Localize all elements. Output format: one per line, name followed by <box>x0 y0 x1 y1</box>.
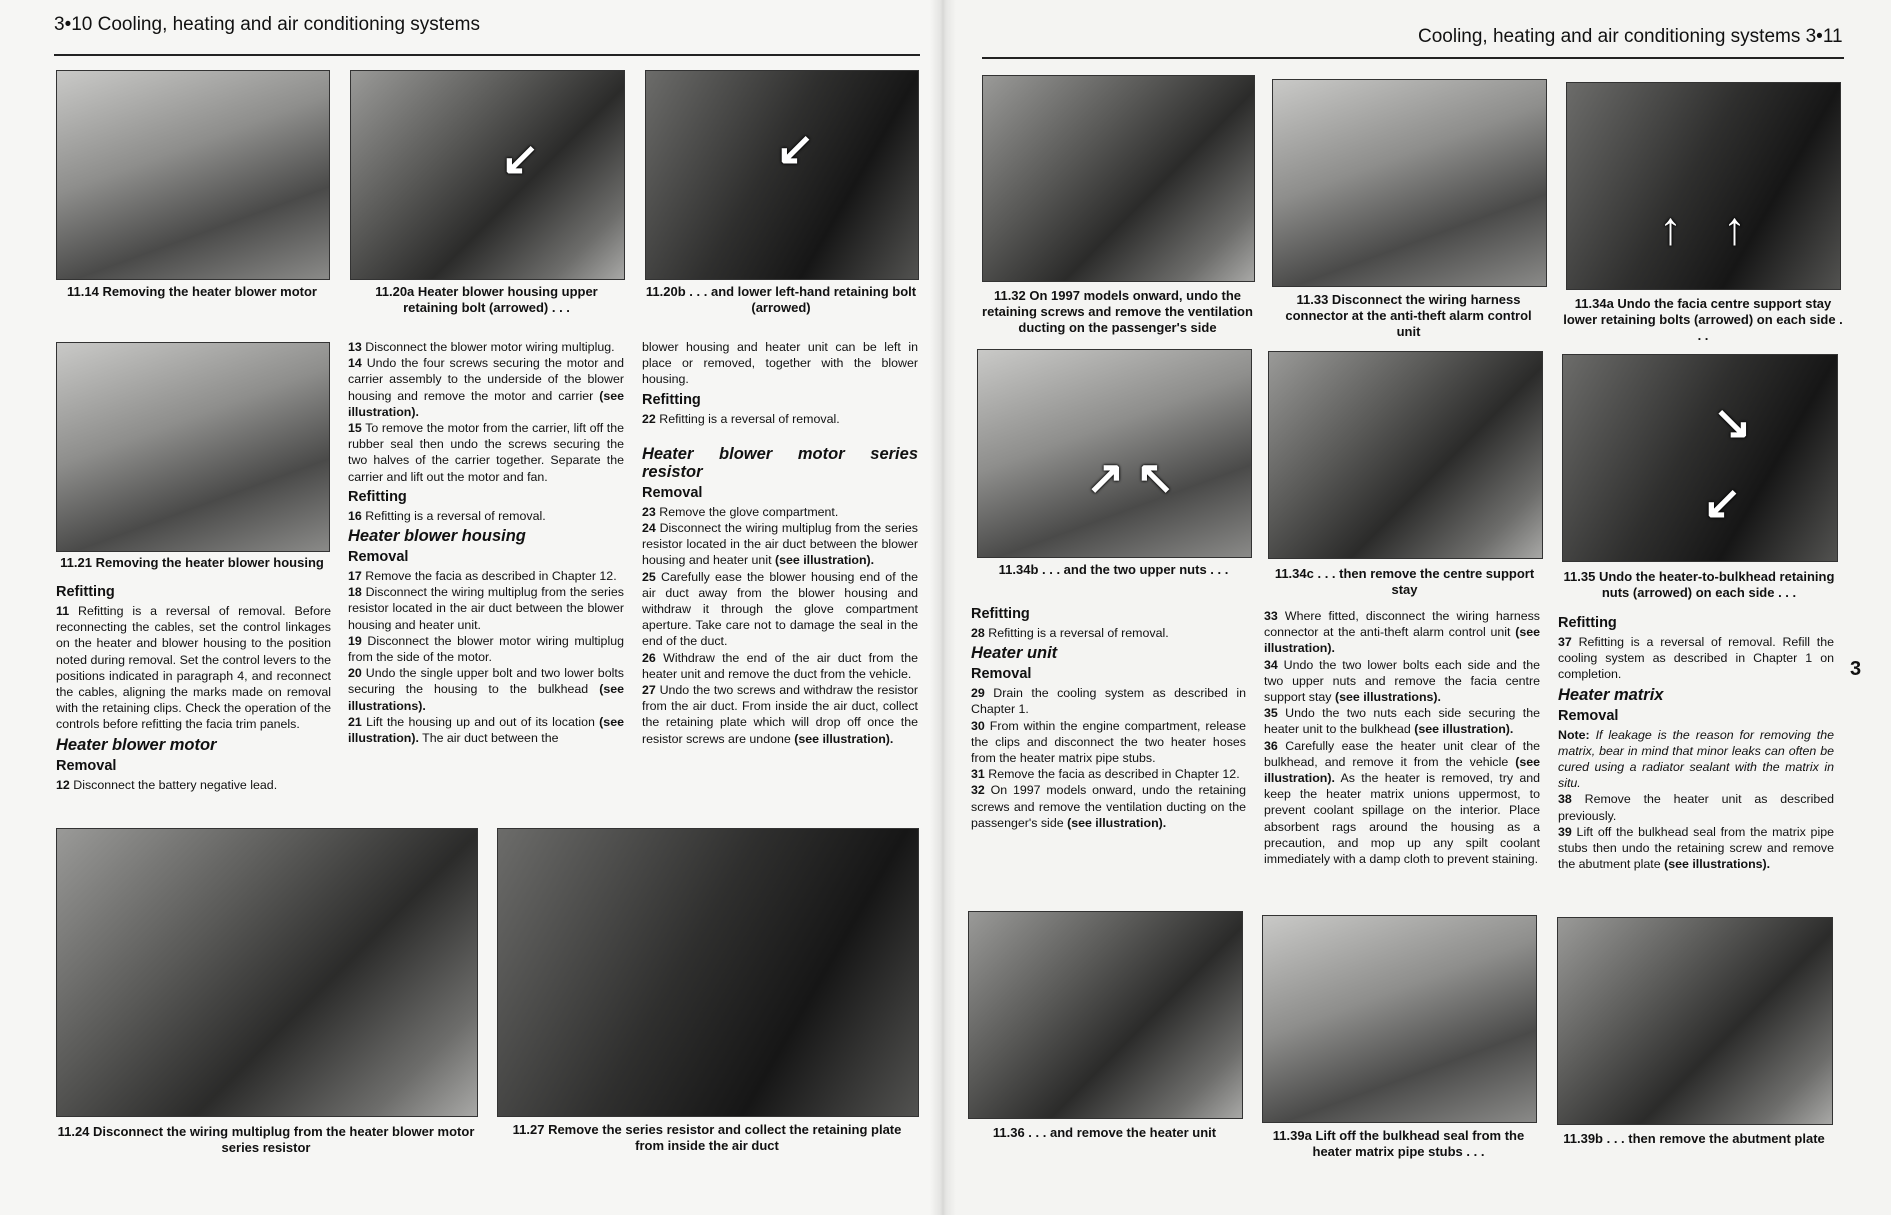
book-gutter <box>930 0 956 1215</box>
photo-11-39a <box>1262 915 1537 1123</box>
caption-11-14: 11.14 Removing the heater blower motor <box>67 284 317 299</box>
arrow-icon: ↘ <box>1713 396 1752 448</box>
paragraph-26: 26 Withdraw the end of the air duct from the heater unit and remove the duct from the vehicle. <box>642 650 918 681</box>
paragraph-21-cont: blower housing and heater unit can be left in place or removed, together with the blower housing. <box>642 340 918 387</box>
left-col-2 <box>348 339 624 746</box>
paragraph-32: 32 On 1997 models onward, undo the retaining screws and remove the ventilation ducting on the passenger's side (see illustration). <box>971 783 1246 830</box>
caption-11-21: 11.21 Removing the heater blower housing <box>60 555 324 570</box>
paragraph-30: 30 From within the engine compartment, release the clips and disconnect the two heater hoses from the heater matrix pipe stubs. <box>971 718 1246 766</box>
paragraph-15: 15 To remove the motor from the carrier, lift off the rubber seal then undo the screws securing the two halves of the carrier together. Separate the carrier and lift out the motor and fan. <box>348 421 624 484</box>
photo-11-35 <box>1562 354 1838 562</box>
caption-11-20a: 11.20a Heater blower housing upper retaining bolt (arrowed) . . . <box>375 284 598 315</box>
photo-11-32 <box>982 75 1255 282</box>
caption-11-39a: 11.39a Lift off the bulkhead seal from the heater matrix pipe stubs . . . <box>1272 1128 1525 1159</box>
arrow-icon: ↑ <box>1723 202 1746 254</box>
paragraph-12: 12 Disconnect the battery negative lead. <box>56 777 278 792</box>
paragraph-31: 31 Remove the facia as described in Chapter 12. <box>971 767 1240 782</box>
caption-11-33: 11.33 Disconnect the wiring harness connector at the anti-theft alarm control unit <box>1285 292 1532 339</box>
paragraph-38: 38 Remove the heater unit as described previously. <box>1558 792 1834 823</box>
caption-11-32: 11.32 On 1997 models onward, undo the retaining screws and remove the ventilation ducting on the passenger's side <box>982 288 1253 335</box>
heading-refitting: Refitting <box>642 391 701 408</box>
paragraph-35: 35 Undo the two nuts each side securing the heater unit to the bulkhead (see illustration). <box>1264 706 1540 737</box>
caption-11-34a: 11.34a Undo the facia centre support stay lower retaining bolts (arrowed) on each side . . . <box>1563 296 1843 343</box>
chapter-tab-number: 3 <box>1850 658 1862 680</box>
left-col-3 <box>642 339 918 747</box>
paragraph-37: 37 Refitting is a reversal of removal. Refill the cooling system as described in Chapter 1 on completion. <box>1558 635 1834 682</box>
paragraph-17: 17 Remove the facia as described in Chapter 12. <box>348 569 617 584</box>
heading-heater-matrix: Heater matrix <box>1558 685 1664 704</box>
heading-heater-blower-housing: Heater blower housing <box>348 527 526 546</box>
left-header-rule <box>54 54 920 56</box>
heading-removal: Removal <box>642 484 703 501</box>
paragraph-16: 16 Refitting is a reversal of removal. <box>348 508 546 523</box>
arrow-icon: ↗ <box>1086 451 1125 503</box>
photo-11-14 <box>56 70 330 280</box>
photo-11-34c <box>1268 351 1543 559</box>
left-page-header: 3•10 Cooling, heating and air conditioning systems <box>54 14 480 35</box>
heading-removal: Removal <box>1558 707 1619 724</box>
arrow-icon: ↙ <box>776 122 815 174</box>
heading-refitting: Refitting <box>348 488 407 505</box>
photo-11-20a <box>350 70 625 280</box>
paragraph-20: 20 Undo the single upper bolt and two lower bolts securing the housing to the bulkhead (see illustrations). <box>348 666 624 713</box>
caption-11-34c: 11.34c . . . then remove the centre support stay <box>1274 566 1535 597</box>
arrow-icon: ↖ <box>1136 451 1175 503</box>
photo-11-36 <box>968 911 1243 1119</box>
note-paragraph: Note: If leakage is the reason for removing the matrix, bear in mind that minor leaks can often be cured using a radiator sealant with the matrix in situ. <box>1558 727 1834 791</box>
paragraph-18: 18 Disconnect the wiring multiplug from the series resistor located in the air duct between the blower housing and heater unit. <box>348 585 624 632</box>
caption-11-35: 11.35 Undo the heater-to-bulkhead retaining nuts (arrowed) on each side . . . <box>1563 569 1835 600</box>
caption-11-34b: 11.34b . . . and the two upper nuts . . . <box>998 562 1229 577</box>
right-col-2 <box>1264 608 1540 867</box>
photo-11-27 <box>497 828 919 1117</box>
arrow-icon: ↑ <box>1659 202 1682 254</box>
photo-11-34b <box>977 349 1252 558</box>
arrow-icon: ↙ <box>501 132 540 184</box>
paragraph-29: 29 Drain the cooling system as described in Chapter 1. <box>971 686 1247 717</box>
paragraph-33: 33 Where fitted, disconnect the wiring harness connector at the anti-theft alarm control unit (see illustration). <box>1264 609 1540 656</box>
paragraph-24: 24 Disconnect the wiring multiplug from the series resistor located in the air duct between the blower housing and heater unit (see illustration). <box>642 521 918 568</box>
paragraph-14: 14 Undo the four screws securing the motor and carrier assembly to the underside of the blower housing and remove the motor and carrier (see illustration). <box>348 356 624 419</box>
heading-removal: Removal <box>348 549 409 566</box>
heading-series-resistor: Heater blower motor series resistor <box>642 444 918 481</box>
paragraph-11: 11 Refitting is a reversal of removal. Before reconnecting the cables, set the control linkages on the heater and blower housing to the position noted during removal. Set the control levers to the positions indicated in paragraph 4, and reconnect the cables, aligning the marks made on removal with the retaining clips. Check the operation of the controls before refitting the facia trim panels. <box>56 604 331 732</box>
photo-11-20b <box>645 70 919 280</box>
photo-11-21 <box>56 342 330 552</box>
caption-11-24: 11.24 Disconnect the wiring multiplug from the heater blower motor series resistor <box>57 1124 475 1155</box>
heading-refitting: Refitting <box>56 584 115 600</box>
caption-11-20b: 11.20b . . . and lower left-hand retaining bolt (arrowed) <box>645 284 917 315</box>
paragraph-34: 34 Undo the two lower bolts each side and the two upper nuts and remove the facia centre support stay (see illustrations). <box>1264 657 1540 705</box>
heading-removal: Removal <box>971 666 1032 683</box>
paragraph-22: 22 Refitting is a reversal of removal. <box>642 411 840 426</box>
paragraph-25: 25 Carefully ease the blower housing end of the air duct away from the blower housing and withdraw it through the glove compartment aperture. Take care not to damage the seal in the end of the duct. <box>642 569 918 649</box>
right-page-header: Cooling, heating and air conditioning systems 3•11 <box>1418 26 1843 47</box>
heading-refitting: Refitting <box>1558 615 1617 631</box>
arrow-icon: ↙ <box>1703 476 1742 528</box>
photo-11-33 <box>1272 79 1547 287</box>
photo-11-24 <box>56 828 478 1117</box>
heading-heater-blower-motor: Heater blower motor <box>56 735 217 754</box>
paragraph-23: 23 Remove the glove compartment. <box>642 504 839 519</box>
paragraph-13: 13 Disconnect the blower motor wiring multiplug. <box>348 340 615 354</box>
caption-11-39b: 11.39b . . . then remove the abutment plate <box>1563 1131 1825 1146</box>
right-header-rule <box>982 57 1844 59</box>
paragraph-39: 39 Lift off the bulkhead seal from the matrix pipe stubs then undo the retaining screw and remove the abutment plate (see illustrations). <box>1558 824 1834 872</box>
paragraph-36: 36 Carefully ease the heater unit clear of the bulkhead, and remove it from the vehicle (see illustration). As the heater is removed, try and keep the heater matrix unions uppermost, to prevent coolant spillage on the interior. Place absorbent rags around the housing as a precaution, and mop up any spilt coolant immediately with a damp cloth to prevent staining. <box>1264 738 1541 867</box>
right-col-1 <box>971 602 1246 831</box>
photo-11-34a <box>1566 82 1841 290</box>
left-col-1 <box>56 580 331 793</box>
caption-11-27: 11.27 Remove the series resistor and collect the retaining plate from inside the air duct <box>512 1122 902 1153</box>
heading-removal: Removal <box>56 757 117 774</box>
paragraph-28: 28 Refitting is a reversal of removal. <box>971 626 1169 640</box>
caption-11-36: 11.36 . . . and remove the heater unit <box>992 1125 1217 1140</box>
heading-refitting: Refitting <box>971 606 1030 622</box>
paragraph-21: 21 Lift the housing up and out of its location (see illustration). The air duct between the <box>348 714 624 746</box>
paragraph-27: 27 Undo the two screws and withdraw the resistor from the air duct. From inside the air duct, collect the retaining plate which will drop off once the resistor screws are undone (see illustration). <box>642 683 918 746</box>
right-col-3 <box>1558 611 1834 872</box>
paragraph-19: 19 Disconnect the blower motor wiring multiplug from the side of the motor. <box>348 633 624 665</box>
photo-11-39b <box>1557 917 1833 1125</box>
heading-heater-unit: Heater unit <box>971 644 1058 663</box>
